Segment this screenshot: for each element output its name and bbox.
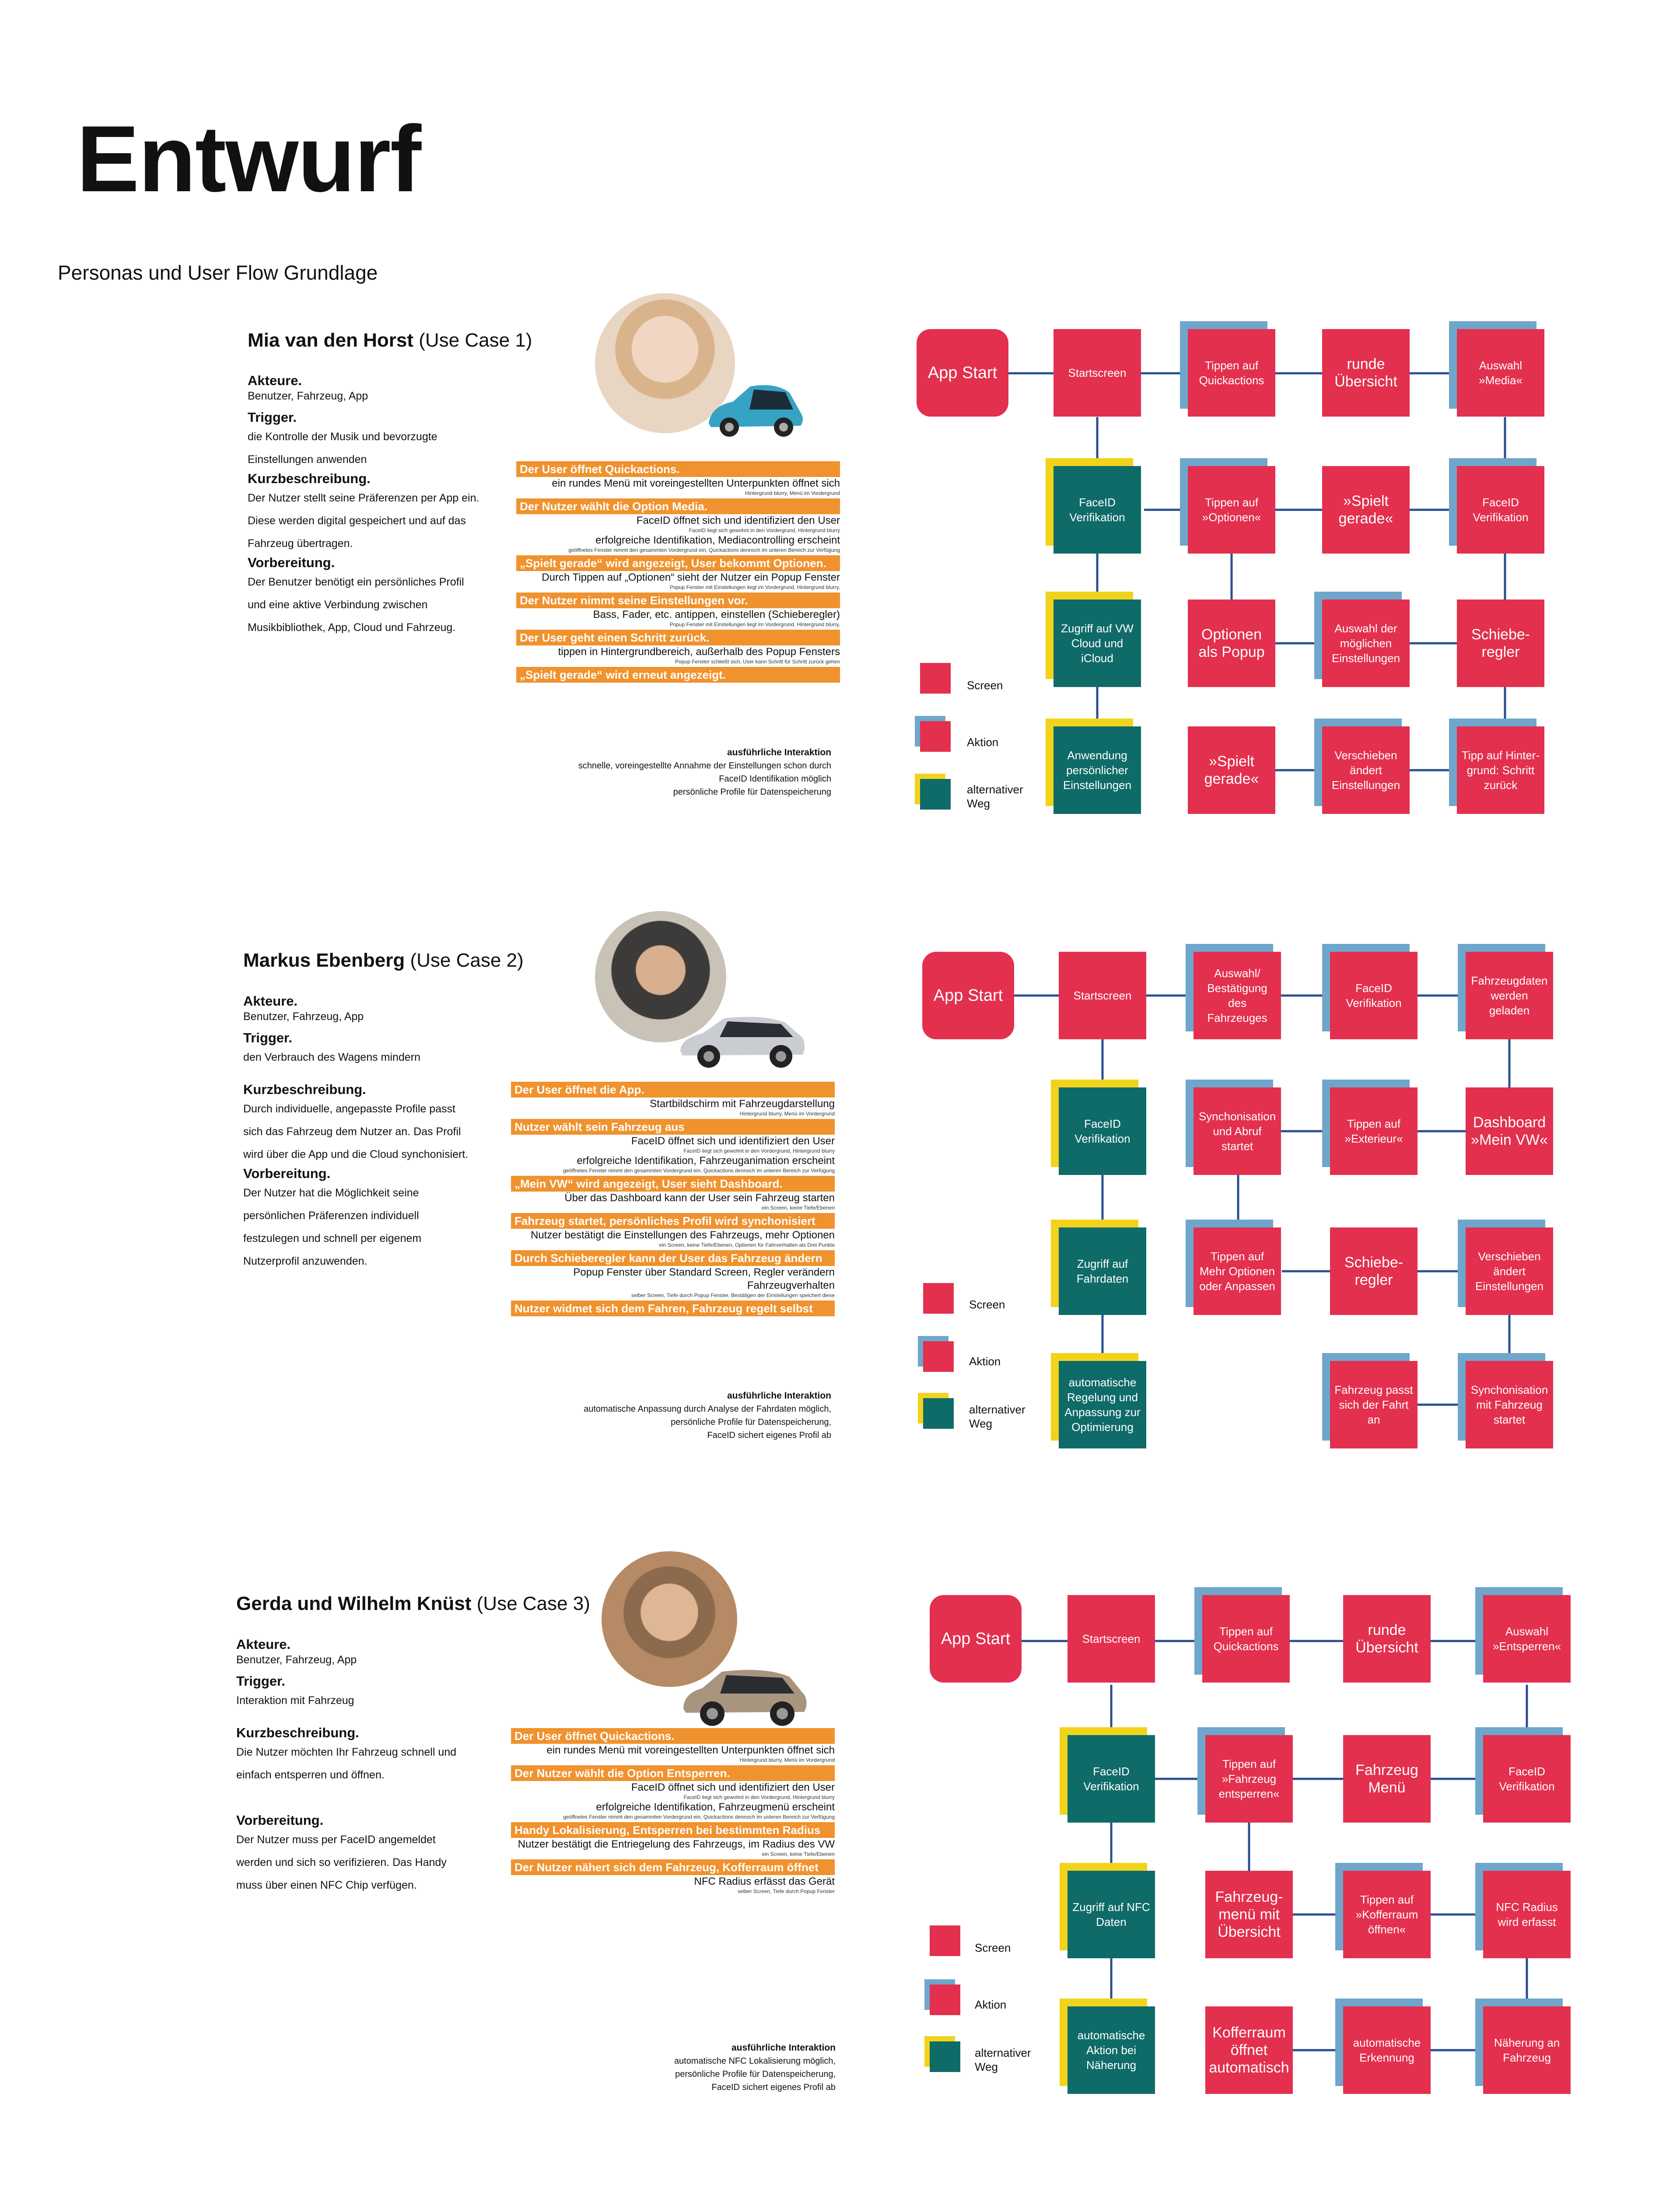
trigger-text: Interaktion mit Fahrzeug [236,1694,354,1707]
story-step-note: FaceID liegt sich gewohnt in den Vordergrund, Hintergrund blurry [689,527,840,533]
flow-1-node: FaceID Verifikation [1054,466,1141,554]
flow-3-node: NFC Radius wird erfasst [1483,1871,1571,1958]
story-step-heading: Der User öffnet Quickactions. [516,461,840,477]
persona-2-name: Markus Ebenberg (Use Case 2) [243,950,524,971]
vor-text: Der Nutzer hat die Möglichkeit seine persönlichen Präferenzen individuell festzulegen und schnell per eigenem Nutzerprofil anzuwenden. [243,1187,422,1267]
kurz-text: Die Nutzer möchten Ihr Fahrzeug schnell und einfach entsperren und öffnen. [236,1746,457,1781]
story-step-heading: Handy Lokalisierung, Entsperren bei bestimmten Radius [511,1822,835,1838]
flow-3-node: Tippen auf »Fahrzeug entsperren« [1205,1735,1293,1823]
legend-alt-label: alternativer Weg [975,2046,1031,2073]
flow-3-node: automatische Aktion bei Näherung [1068,2006,1155,2094]
legend-screen-label: Screen [969,1298,1005,1311]
legend-screen-swatch [930,1925,960,1956]
vor-heading: Vorbereitung. [236,1813,324,1828]
trigger-heading: Trigger. [243,1030,292,1045]
flow-2-app-start: App Start [922,952,1014,1039]
story-step-heading: Der Nutzer nimmt seine Einstellungen vor. [516,593,840,608]
detail-line: persönliche Profile für Datenspeicherung [673,787,831,797]
story-step-text: FaceID öffnet sich und identifiziert den User [631,1781,835,1793]
legend-screen-swatch [920,663,951,694]
story-step-text: erfolgreiche Identifikation, Fahrzeugmenü erscheint [596,1801,835,1813]
flow-1-node: runde Übersicht [1322,329,1410,417]
story-step-heading: Der Nutzer wählt die Option Entsperren. [511,1765,835,1781]
story-step-note: geöffnetes Fenster nimmt den gesammten Vordergrund ein, Quickactions dennoch im unteren Bereich zur Verfügung [563,1814,835,1820]
legend-screen-label: Screen [967,679,1003,692]
akteure-text: Benutzer, Fahrzeug, App [236,1654,357,1666]
story-step-text: NFC Radius erfässt das Gerät [694,1876,835,1887]
flow-1-node: Auswahl »Media« [1457,329,1544,417]
flow-2-node: Tippen auf Mehr Optionen oder Anpassen [1194,1227,1281,1315]
akteure-text: Benutzer, Fahrzeug, App [243,1010,364,1023]
detail-heading: ausführliche Interaktion [727,747,831,757]
flow-3-node: Auswahl »Entsperren« [1483,1595,1571,1683]
detail-line: schnelle, voreingestellte Annahme der Einstellungen schon durch [578,761,831,771]
story-step-text: Popup Fenster über Standard Screen, Regler verändern Fahrzeugverhalten [573,1266,835,1291]
flow-2-node: Fahrzeug passt sich der Fahrt an [1330,1361,1418,1448]
trigger-text: die Kontrolle der Musik und bevorzugte Einstellungen anwenden [248,431,438,466]
flow-3-node: Fahrzeug Menü [1343,1735,1431,1823]
detail-line: persönliche Profile für Datenspeicherung, [671,1417,831,1427]
story-step-note: selber Screen, Tiefe durch Popup Fenster [737,1888,835,1894]
kurz-text: Der Nutzer stellt seine Präferenzen per App ein. Diese werden digital gespeichert und auf das Fahrzeug übertragen. [248,492,480,550]
story-step-note: Hintergrund blurry, Menü im Vordergrund [745,490,840,496]
story-step-note: Hintergrund blurry, Menü im Vordergrund [739,1757,835,1763]
flow-1-app-start: App Start [917,329,1008,417]
legend-screen-label: Screen [975,1941,1011,1954]
kurz-heading: Kurzbeschreibung. [236,1725,359,1740]
flow-1-node: Verschieben ändert Einstellungen [1322,726,1410,814]
story-step-heading: „Spielt gerade“ wird angezeigt, User bekommt Optionen. [516,555,840,571]
legend-alt-label: alternativer Weg [967,783,1023,810]
flow-2-node: FaceID Verifikation [1330,952,1418,1039]
story-step-note: ein Screen, keine Tiefe/Ebenen, Optionen für Fahrverhalten als Drei Punkte [659,1242,835,1248]
story-step-note: ein Screen, keine Tiefe/Ebenen [762,1851,835,1857]
flow-3-node: FaceID Verifikation [1483,1735,1571,1823]
trigger-heading: Trigger. [236,1673,285,1689]
kurz-text: Durch individuelle, angepasste Profile passt sich das Fahrzeug dem Nutzer an. Das Profil wird über die App und die Cloud synchonisiert. [243,1103,469,1161]
flow-2-node: Verschieben ändert Einstellungen [1466,1227,1553,1315]
flow-1-node: Auswahl der möglichen Einstellungen [1322,600,1410,687]
detail-line: FaceID Identifikation möglich [719,774,831,784]
story-step-heading: Nutzer widmet sich dem Fahren, Fahrzeug regelt selbst [511,1301,835,1316]
flow-3-node: Tippen auf »Kofferraum öffnen« [1343,1871,1431,1958]
story-step-text: Nutzer bestätigt die Einstellungen des Fahrzeugs, mehr Optionen [530,1229,835,1241]
flow-2-node: Fahrzeugdaten werden geladen [1466,952,1553,1039]
flow-3-node: Tippen auf Quickactions [1202,1595,1290,1683]
detail-line: FaceID sichert eigenes Profil ab [707,1431,831,1440]
story-step-heading: Der User öffnet die App. [511,1082,835,1098]
trigger-text: den Verbrauch des Wagens mindern [243,1051,420,1063]
flow-3-app-start: App Start [930,1595,1022,1683]
flow-1-node: Optionen als Popup [1188,600,1275,687]
akteure-heading: Akteure. [236,1637,291,1652]
flow-1-node: Tipp auf Hinter- grund: Schritt zurück [1457,726,1544,814]
story-step-text: erfolgreiche Identifikation, Fahrzeuganimation erscheint [577,1155,835,1167]
story-step-note: FaceID liegt sich gewohnt in den Vordergrund, Hintergrund blurry [683,1794,835,1800]
akteure-text: Benutzer, Fahrzeug, App [248,390,368,402]
flow-3-node: automatische Erkennung [1343,2006,1431,2094]
flow-3-node: Startscreen [1068,1595,1155,1683]
akteure-heading: Akteure. [243,993,298,1009]
flow-1-node: Anwendung persönlicher Einstellungen [1054,726,1141,814]
flow-3-node: Fahrzeug- menü mit Übersicht [1205,1871,1293,1958]
story-step-heading: Fahrzeug startet, persönliches Profil wird synchonisiert [511,1213,835,1229]
flow-2-node: Synchonisation mit Fahrzeug startet [1466,1361,1553,1448]
legend-alt-swatch [930,2041,960,2072]
legend-action-label: Aktion [969,1355,1001,1368]
story-step-note: geöffnetes Fenster nimmt den gesammten Vordergrund ein, Quickactions dennoch im unteren Bereich zur Verfügung [563,1168,835,1174]
vor-heading: Vorbereitung. [243,1166,331,1181]
legend-alt-label: alternativer Weg [969,1403,1026,1430]
legend-action-swatch [920,721,951,752]
story-step-heading: „Spielt gerade“ wird erneut angezeigt. [516,667,840,683]
kurz-heading: Kurzbeschreibung. [248,471,371,486]
kurz-heading: Kurzbeschreibung. [243,1082,366,1097]
detail-line: persönliche Profile für Datenspeicherung, [675,2069,836,2079]
legend-action-swatch [923,1341,954,1372]
trigger-heading: Trigger. [248,410,297,425]
story-step-heading: Nutzer wählt sein Fahrzeug aus [511,1119,835,1135]
story-step-note: Hintergrund blurry, Menü im Vordergrund [739,1111,835,1117]
flow-3-node: Zugriff auf NFC Daten [1068,1871,1155,1958]
story-step-heading: Der User öffnet Quickactions. [511,1728,835,1744]
story-step-heading: Der Nutzer nähert sich dem Fahrzeug, Kofferraum öffnet [511,1859,835,1875]
story-step-text: Startbildschirm mit Fahrzeugdarstellung [650,1098,835,1110]
legend-action-label: Aktion [975,1998,1007,2011]
akteure-heading: Akteure. [248,373,302,388]
vor-heading: Vorbereitung. [248,555,335,570]
page-subtitle: Personas und User Flow Grundlage [58,261,378,284]
story-step-text: Nutzer bestätigt die Entriegelung des Fahrzeugs, im Radius des VW [518,1838,835,1850]
flow-2-node: Synchonisation und Abruf startet [1194,1087,1281,1175]
flow-1-node: »Spielt gerade« [1322,466,1410,554]
detail-heading: ausführliche Interaktion [731,2043,836,2053]
story-step-text: Über das Dashboard kann der User sein Fahrzeug starten [564,1192,835,1204]
story-step-heading: Durch Schieberegler kann der User das Fahrzeug ändern [511,1250,835,1266]
story-step-heading: „Mein VW“ wird angezeigt, User sieht Dashboard. [511,1176,835,1192]
flow-2-node: Startscreen [1059,952,1146,1039]
story-step-text: tippen in Hintergrundbereich, außerhalb des Popup Fensters [558,646,840,658]
detail-line: automatische NFC Lokalisierung möglich, [674,2056,836,2066]
flow-1-node: Zugriff auf VW Cloud und iCloud [1054,600,1141,687]
flow-3-node: Näherung an Fahrzeug [1483,2006,1571,2094]
detail-line: automatische Anpassung durch Analyse der Fahrdaten möglich, [584,1404,831,1414]
legend-screen-swatch [923,1283,954,1314]
vor-text: Der Benutzer benötigt ein persönliches Profil und eine aktive Verbindung zwischen Musikbibliothek, App, Cloud und Fahrzeug. [248,576,464,634]
story-step-heading: Der User geht einen Schritt zurück. [516,630,840,645]
story-step-text: erfolgreiche Identifikation, Mediacontrolling erscheint [595,534,840,546]
story-step-note: ein Screen, keine Tiefe/Ebenen [762,1205,835,1211]
story-step-note: Popup Fenster schließt sich, User kann Schritt für Schritt zurück gehen [675,659,840,665]
persona-1-name: Mia van den Horst (Use Case 1) [248,330,532,351]
story-step-text: FaceID öffnet sich und identifiziert den User [631,1135,835,1147]
flow-1-node: Tippen auf »Optionen« [1188,466,1275,554]
page-title: Entwurf [77,106,421,211]
story-step-heading: Der Nutzer wählt die Option Media. [516,498,840,514]
story-step-text: ein rundes Menü mit voreingestellten Unterpunkten öffnet sich [552,477,840,489]
story-step-text: Durch Tippen auf „Optionen“ sieht der Nutzer ein Popup Fenster [542,572,840,583]
story-step-note: selber Screen, Tiefe durch Popup Fenster, Bestätigen der Einstellungen speichert diese [631,1292,835,1298]
flow-2-node: automatische Regelung und Anpassung zur Optimierung [1059,1361,1146,1448]
flow-2-node: Schiebe- regler [1330,1227,1418,1315]
flow-3-node: FaceID Verifikation [1068,1735,1155,1823]
story-step-note: Popup Fenster mit Einstellungen liegt im Vordergrund, Hintergrund blurry, [669,584,840,590]
flow-1-node: FaceID Verifikation [1457,466,1544,554]
flow-3-node: runde Übersicht [1343,1595,1431,1683]
story-step-text: ein rundes Menü mit voreingestellten Unterpunkten öffnet sich [546,1744,835,1756]
flow-2-node: FaceID Verifikation [1059,1087,1146,1175]
flow-1-node: Schiebe- regler [1457,600,1544,687]
legend-alt-swatch [923,1398,954,1429]
story-step-note: Popup Fenster mit Einstellungen liegt im Vordergrund, Hintergrund blurry, [669,621,840,628]
story-step-note: FaceID liegt sich gewohnt in den Vordergrund, Hintergrund blurry [683,1148,835,1154]
legend-action-label: Aktion [967,736,999,749]
legend-alt-swatch [920,779,951,810]
flow-2-node: Tippen auf »Exterieur« [1330,1087,1418,1175]
flow-2-node: Zugriff auf Fahrdaten [1059,1227,1146,1315]
story-step-text: Bass, Fader, etc. antippen, einstellen (Schieberegler) [593,609,840,621]
flow-1-node: »Spielt gerade« [1188,726,1275,814]
story-step-note: geöffnetes Fenster nimmt den gesammten Vordergrund ein, Quickactions dennoch im unteren Bereich zur Verfügung [568,547,840,553]
detail-heading: ausführliche Interaktion [727,1391,831,1401]
flow-1-node: Startscreen [1054,329,1141,417]
persona-3-name: Gerda und Wilhelm Knüst (Use Case 3) [236,1593,590,1614]
flow-2-node: Auswahl/ Bestätigung des Fahrzeuges [1194,952,1281,1039]
detail-line: FaceID sichert eigenes Profil ab [711,2083,836,2092]
story-step-text: FaceID öffnet sich und identifiziert den User [636,515,840,526]
legend-action-swatch [930,1985,960,2015]
flow-1-node: Tippen auf Quickactions [1188,329,1275,417]
vor-text: Der Nutzer muss per FaceID angemeldet werden und sich so verifizieren. Das Handy muss über einen NFC Chip verfügen. [236,1834,447,1891]
flow-2-node: Dashboard »Mein VW« [1466,1087,1553,1175]
flow-3-node: Kofferraum öffnet automatisch [1205,2006,1293,2094]
